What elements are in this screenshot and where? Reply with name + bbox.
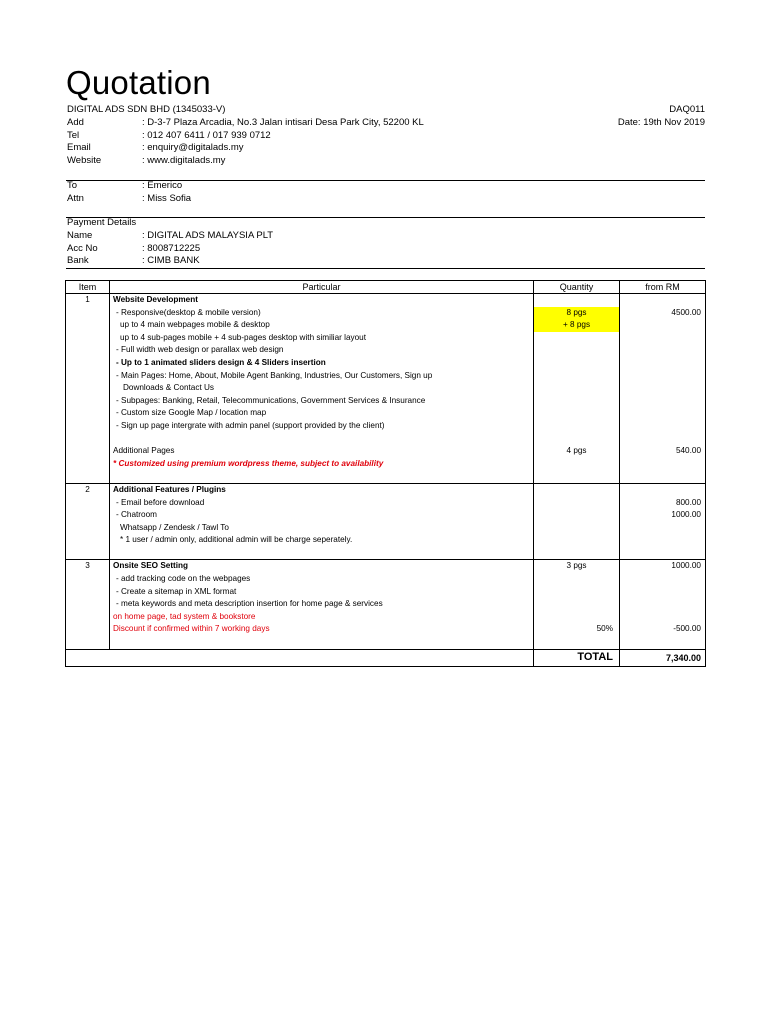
payment-field-label: Bank — [67, 255, 89, 267]
quantity-cell — [534, 586, 619, 599]
quantity-cell — [534, 484, 619, 497]
item-number: 3 — [85, 561, 90, 571]
payment-field-value: : DIGITAL ADS MALAYSIA PLT — [142, 230, 274, 241]
particular-line: - Responsive(desktop & mobile version) — [116, 307, 261, 317]
company-field-label: Email — [67, 142, 91, 154]
amount-cell — [620, 382, 705, 395]
quantity-cell — [534, 433, 619, 446]
quantity-cell — [534, 420, 619, 433]
company-field-row — [67, 142, 707, 155]
recipient-field-value: : Emerico — [142, 180, 183, 191]
company-field-row — [67, 155, 707, 168]
particular-line: Onsite SEO Setting — [113, 561, 189, 571]
total-value: 7,340.00 — [620, 649, 706, 666]
quotation-table — [65, 280, 706, 667]
table-row — [66, 483, 706, 560]
particular-line — [110, 470, 533, 483]
particular-line: Discount if confirmed within 7 working days — [113, 624, 270, 634]
particular-line: - Email before download — [116, 497, 205, 507]
page-title: Quotation — [66, 64, 211, 101]
amount-cell — [620, 420, 705, 433]
amount-cell — [620, 370, 705, 383]
quantity-cell — [534, 344, 619, 357]
recipient-field-row — [67, 180, 707, 193]
amount-cell: 1000.00 — [671, 561, 701, 571]
quantity-cell: 4 pgs — [566, 446, 587, 456]
amount-cell — [620, 598, 705, 611]
particular-line: - Subpages: Banking, Retail, Telecommunications, Government Services & Insurance — [116, 395, 426, 405]
recipient-details — [67, 180, 707, 205]
particular-line: - meta keywords and meta description insertion for home page & services — [116, 599, 383, 609]
recipient-field-label: Attn — [67, 192, 84, 204]
amount-cell — [620, 586, 705, 599]
particular-line: up to 4 sub-pages mobile + 4 sub-pages desktop with similiar layout — [120, 332, 366, 342]
particular-line: Website Development — [113, 295, 198, 304]
amount-cell — [620, 636, 705, 649]
particular-line: - Full width web design or parallax web design — [116, 345, 284, 355]
particular-line: - Create a sitemap in XML format — [116, 586, 237, 596]
payment-details — [67, 230, 707, 268]
company-details — [67, 117, 707, 167]
payment-field-value: : CIMB BANK — [142, 255, 200, 267]
divider — [66, 268, 705, 269]
amount-cell — [620, 407, 705, 420]
quantity-cell — [534, 470, 619, 483]
header-particular: Particular — [110, 281, 534, 294]
quantity-cell: 8 pgs — [534, 307, 619, 320]
quantity-cell — [534, 407, 619, 420]
particular-line: - Chatroom — [116, 510, 157, 520]
payment-field-value: : 8008712225 — [142, 242, 201, 254]
amount-cell — [620, 433, 705, 446]
quantity-cell — [534, 598, 619, 611]
header-item: Item — [66, 281, 110, 294]
company-field-label: Tel — [67, 129, 80, 141]
amount-cell — [620, 395, 705, 408]
table-row — [66, 560, 706, 649]
quotation-date: Date: 19th Nov 2019 — [617, 117, 705, 128]
total-label: TOTAL — [534, 649, 620, 666]
quantity-cell — [534, 547, 619, 560]
amount-cell — [620, 458, 705, 471]
recipient-field-row — [67, 193, 707, 206]
particular-line: on home page, tad system & bookstore — [113, 611, 256, 621]
particular-line: - Main Pages: Home, About, Mobile Agent Banking, Industries, Our Customers, Sign up — [116, 370, 433, 380]
particular-line: up to 4 main webpages mobile & desktop — [120, 320, 270, 330]
particular-line: - Custom size Google Map / location map — [116, 408, 267, 418]
table-row — [66, 294, 706, 484]
quantity-cell — [534, 332, 619, 345]
quantity-cell: 3 pgs — [566, 561, 587, 571]
payment-field-row — [67, 230, 707, 243]
quantity-cell — [534, 611, 619, 624]
quantity-cell — [534, 534, 619, 547]
amount-cell — [620, 547, 705, 560]
quantity-cell — [534, 357, 619, 370]
quotation-ref: DAQ011 — [669, 104, 705, 115]
particular-line — [110, 433, 533, 446]
company-field-row — [67, 130, 707, 143]
amount-cell — [620, 344, 705, 357]
company-field-value: : 012 407 6411 / 017 939 0712 — [142, 129, 271, 141]
item-number: 2 — [85, 484, 90, 494]
amount-cell: 800.00 — [675, 497, 701, 507]
particular-line — [110, 547, 533, 560]
particular-line: Whatsapp / Zendesk / Tawl To — [120, 522, 229, 532]
particular-line: - add tracking code on the webpages — [116, 574, 251, 584]
quantity-cell — [534, 636, 619, 649]
quantity-cell — [534, 497, 619, 510]
amount-cell — [620, 611, 705, 624]
company-name: DIGITAL ADS SDN BHD (1345033-V) — [67, 104, 226, 115]
particular-line: - Sign up page intergrate with admin panel (support provided by the client) — [116, 420, 385, 430]
quantity-cell: 50% — [596, 624, 613, 634]
particular-line: Downloads & Contact Us — [123, 383, 215, 393]
amount-cell: -500.00 — [673, 624, 701, 634]
quantity-cell — [534, 509, 619, 522]
amount-cell: 4500.00 — [671, 307, 701, 317]
amount-cell — [620, 573, 705, 586]
particular-line: * Customized using premium wordpress theme, subject to availability — [113, 458, 384, 468]
recipient-field-value: : Miss Sofia — [142, 192, 192, 204]
amount-cell — [620, 332, 705, 345]
header-amount: from RM — [620, 281, 706, 294]
company-field-label: Website — [67, 154, 102, 166]
quantity-cell — [534, 395, 619, 408]
particular-line: * 1 user / admin only, additional admin will be charge seperately. — [120, 535, 353, 545]
quantity-cell: + 8 pgs — [534, 319, 619, 332]
company-field-value: : D-3-7 Plaza Arcadia, No.3 Jalan intisari Desa Park City, 52200 KL — [142, 117, 424, 128]
item-number: 1 — [85, 295, 90, 304]
quantity-cell — [534, 370, 619, 383]
payment-field-row — [67, 243, 707, 256]
amount-cell: 540.00 — [675, 446, 701, 456]
company-field-value: : enquiry@digitalads.my — [142, 142, 244, 154]
payment-field-label: Name — [67, 230, 93, 241]
recipient-field-label: To — [67, 180, 78, 191]
company-field-row — [67, 117, 707, 130]
amount-cell — [620, 357, 705, 370]
payment-heading: Payment Details — [67, 217, 137, 228]
company-field-value: : www.digitalads.my — [142, 154, 226, 166]
quantity-cell — [534, 458, 619, 471]
amount-cell — [620, 319, 705, 332]
amount-cell — [620, 522, 705, 535]
quantity-cell — [534, 294, 619, 307]
amount-cell — [620, 484, 705, 497]
particular-line: Additional Pages — [113, 446, 175, 456]
quantity-cell — [534, 382, 619, 395]
payment-field-row — [67, 255, 707, 268]
amount-cell — [620, 294, 705, 307]
particular-line — [110, 636, 533, 649]
particular-line: - Up to 1 animated sliders design & 4 Sliders insertion — [116, 357, 326, 367]
amount-cell — [620, 534, 705, 547]
amount-cell: 1000.00 — [671, 510, 701, 520]
company-field-label: Add — [67, 117, 84, 128]
particular-line: Additional Features / Plugins — [113, 484, 226, 494]
payment-field-label: Acc No — [67, 242, 98, 254]
quantity-cell — [534, 522, 619, 535]
amount-cell — [620, 470, 705, 483]
quantity-cell — [534, 573, 619, 586]
header-quantity: Quantity — [534, 281, 620, 294]
divider — [66, 217, 705, 218]
